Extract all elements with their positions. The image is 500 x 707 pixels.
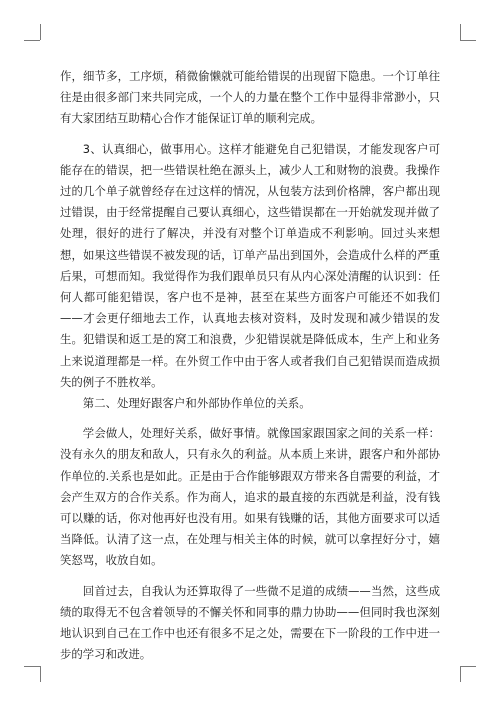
paragraph-continuation: 作，细节多，工序烦，稍微偷懒就可能给错误的出现留下隐患。一个订单往往是由很多部门来共同完成，一个人的力量在整个工作中显得非常渺小，只有大家团结互助精心合作才能保证订单的顺利完成。 [60,69,440,126]
crop-mark-bottom-right-vertical [460,666,461,682]
crop-mark-top-right-horizontal [460,40,476,41]
paragraph-summary: 回首过去，自我认为还算取得了一些微不足道的成绩——当然，这些成绩的取得无不包含着领导的不懈关怀和同事的鼎力协助——但同时我也深刻地认识到自己在工作中也还有很多不足之处，需要在下一阶段的工作中进一步的学习和改进。 [60,583,440,662]
crop-mark-bottom-left-horizontal [24,666,40,667]
crop-mark-bottom-right-horizontal [460,666,476,667]
paragraph-relationships: 学会做人，处理好关系，做好事情。就像国家跟国家之间的关系一样：没有永久的朋友和敌人，只有永久的利益。从本质上来讲，跟客户和外部协作单位的.关系也是如此。正是由于合作能够跟双方带来各自需要的利益，才会产生双方的合作关系。作为商人，追求的最直接的东西就是利益，没有钱可以赚的话，你对他再好也没有用。如果有钱赚的话，其他方面要求可以适当降低。认清了这一点，在处理与相关主体的时候，就可以拿捏好分寸，嬉笑怒骂，收放自如。 [60,426,440,568]
section-heading-relationships: 第二、处理好跟客户和外部协作单位的关系。 [82,396,311,411]
crop-mark-top-left-vertical [40,24,41,40]
crop-mark-bottom-left-vertical [40,666,41,682]
document-body [60,66,440,665]
crop-mark-top-left-horizontal [24,40,40,41]
paragraph-careful-attention: 3、认真细心，做事用心。这样才能避免自己犯错误，才能发现客户可能存在的错误，把一些错误杜绝在源头上，减少人工和财物的浪费。我操作过的几个单子就曾经存在过这样的情况，从包装方法到价格牌，客户都出现过错误，由于经常提醒自己要认真细心，这些错误都在一开始就发现并做了处理，很好的进行了解决，并没有对整个订单造成不利影响。回过头来想想，如果这些错误不被发现的话，订单产品出到国外，会造成什么样的严重后果，可想而知。我觉得作为我们跟单员只有从内心深处清醒的认识到：任何人都可能犯错误，客户也不是神，甚至在某些方面客户可能还不如我们——才会更仔细地去工作，认真地去核对资料，及时发现和减少错误的发生。犯错误和返工是的窝工和浪费，少犯错误就是降低成本，生产上和业务上来说道理都是一样。在外贸工作中由于客人或者我们自己犯错误而造成损失的例子不胜枚举。 [60,141,440,389]
crop-mark-top-right-vertical [460,24,461,40]
